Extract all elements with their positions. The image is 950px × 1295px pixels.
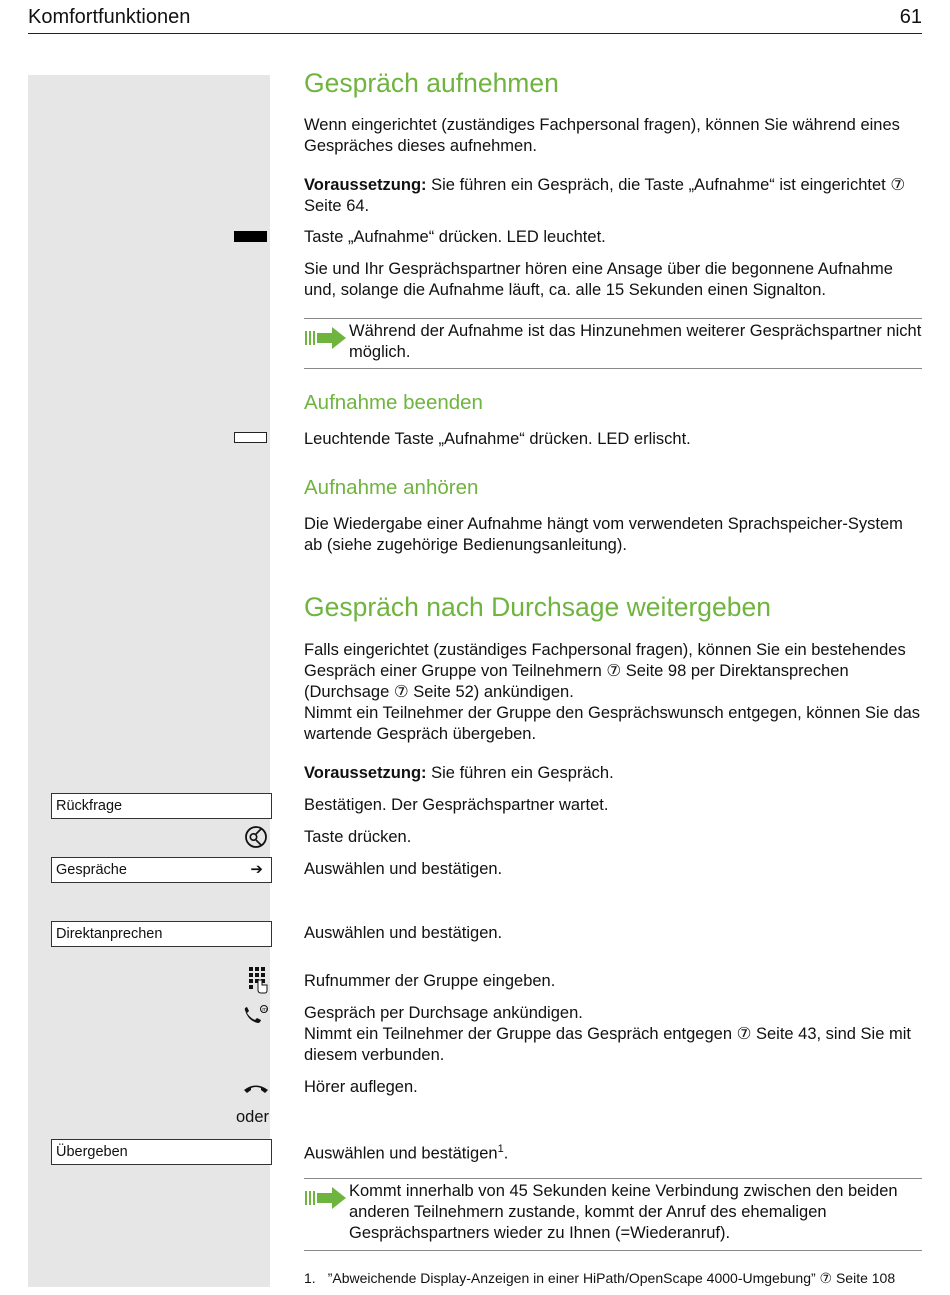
led-on-key-icon [234,231,267,242]
step-announce-2: Nimmt ein Teilnehmer der Gruppe das Gespräch entgegen ⑦ Seite 43, sind Sie mit diesem verbunden. [304,1025,911,1064]
note-text: Kommt innerhalb von 45 Sekunden keine Verbindung zwischen den beiden anderen Teilnehmern zustande, kommt der Anruf des ehemaligen Gesprächspartners wieder zu Ihnen (=Wiederanruf). [349,1182,898,1242]
sidebar-column [28,75,270,1287]
subsection-title-end: Aufnahme beenden [304,391,483,414]
section-title-recording: Gespräch aufnehmen [304,68,559,98]
step-select-1: Auswählen und bestätigen. [304,860,503,878]
footnote-number: 1. [304,1270,316,1286]
header-rule [28,33,922,34]
step-select-2: Auswählen und bestätigen. [304,924,503,942]
prereq-text-2: Sie führen ein Gespräch. [426,764,614,782]
transfer-intro-1: Falls eingerichtet (zuständiges Fachpersonal fragen), können Sie ein bestehendes Gespräch einer Gruppe von Teilnehmern ⑦ Seite 98 per Direktansprechen (Durchsage ⑦ Seite 52) ankündigen. [304,641,906,701]
step-transfer-text: Auswählen und bestätigen [304,1144,498,1163]
section-title-transfer: Gespräch nach Durchsage weitergeben [304,592,771,622]
note-text: Während der Aufnahme ist das Hinzunehmen weiterer Gesprächspartner nicht möglich. [349,322,922,361]
softkey-gespraeche-label: Gespräche [56,862,127,878]
page-number: 61 [899,6,922,28]
footnote [304,1270,895,1287]
running-header-title: Komfortfunktionen [28,6,191,28]
prereq-label: Voraussetzung: [304,176,427,194]
step-press-key: Taste drücken. [304,828,412,846]
softkey-rueckfrage-label: Rückfrage [56,798,123,814]
step-announce [304,1003,922,1066]
step-confirm: Bestätigen. Der Gesprächspartner wartet. [304,796,609,814]
recording-intro: Wenn eingerichtet (zuständiges Fachpersonal fragen), können Sie während eines Gespräches dieses aufnehmen. [304,116,900,155]
note-box-transfer [304,1178,922,1251]
subsection-title-listen: Aufnahme anhören [304,476,479,499]
step-transfer-end: . [503,1144,509,1163]
note-box-recording [304,318,922,369]
prereq-label-2: Voraussetzung: [304,764,427,782]
dial-key-icon[interactable] [244,825,268,849]
softkey-uebergeben-label: Übergeben [56,1144,128,1160]
keypad-icon [248,966,268,994]
footnote-text: ”Abweichende Display-Anzeigen in einer HiPath/OpenScape 4000-Umgebung” ⑦ Seite 108 [327,1270,896,1286]
softkey-gespraeche[interactable] [51,857,272,883]
softkey-rueckfrage[interactable] [51,793,272,819]
listen-text: Die Wiedergabe einer Aufnahme hängt vom verwendeten Sprachspeicher-System ab (siehe zugehörige Bedienungsanleitung). [304,515,903,554]
note-arrow-icon [305,1187,347,1209]
recording-prerequisite [304,175,922,217]
prereq-text: Sie führen ein Gespräch, die Taste „Aufnahme“ ist eingerichtet ⑦ Seite 64. [304,176,906,215]
hang-up-icon [243,1082,269,1096]
softkey-direktansprechen[interactable] [51,921,272,947]
transfer-prerequisite [304,763,922,784]
transfer-intro [304,640,922,745]
or-label: oder [235,1108,269,1126]
step-press-record: Taste „Aufnahme“ drücken. LED leuchtet. [304,228,606,246]
softkey-direktansprechen-label: Direktanprechen [56,926,163,942]
step-dial-group: Rufnummer der Gruppe eingeben. [304,972,556,990]
step-end-recording: Leuchtende Taste „Aufnahme“ drücken. LED erlischt. [304,430,691,448]
svg-text:m: m [262,1007,268,1013]
step-announce-1: Gespräch per Durchsage ankündigen. [304,1004,583,1022]
footnote-ref: 1 [497,1143,504,1155]
transfer-intro-2: Nimmt ein Teilnehmer der Gruppe den Gesprächswunsch entgegen, können Sie das wartende Gespräch übergeben. [304,704,921,743]
note-arrow-icon [305,327,347,349]
step-transfer [304,1139,922,1165]
step-record-announcement: Sie und Ihr Gesprächspartner hören eine Ansage über die begonnene Aufnahme und, solange die Aufnahme läuft, ca. alle 15 Sekunden einen Signalton. [304,260,893,299]
arrow-right-icon: ➔ [250,861,263,878]
softkey-uebergeben[interactable] [51,1139,272,1165]
step-hang-up: Hörer auflegen. [304,1078,418,1096]
led-off-key-icon [234,432,267,443]
handset-announce-icon [243,1004,269,1026]
